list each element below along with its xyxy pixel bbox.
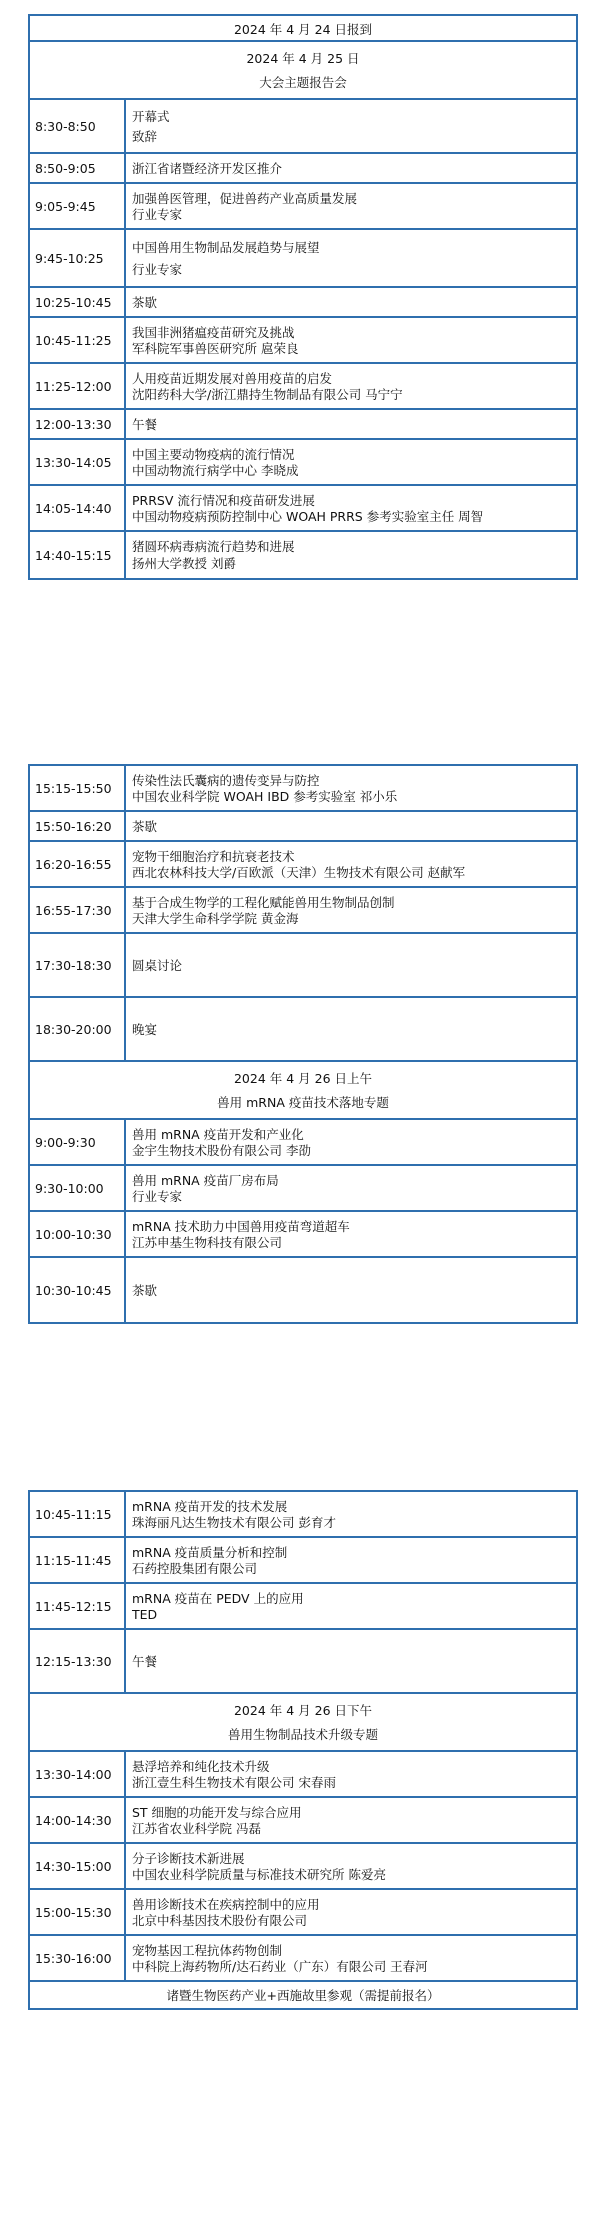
session-content xyxy=(126,1752,576,1796)
schedule-row xyxy=(30,1120,576,1166)
time-slot: 12:00-13:30 xyxy=(30,410,126,438)
session-content xyxy=(126,288,576,316)
session-speaker: 中国农业科学院质量与标准技术研究所 陈爱亮 xyxy=(132,1866,386,1882)
schedule-row xyxy=(30,934,576,998)
time-slot: 15:30-16:00 xyxy=(30,1936,126,1980)
schedule-table-3 xyxy=(28,1490,578,2010)
time-slot: 10:30-10:45 xyxy=(30,1258,126,1322)
session-content xyxy=(126,888,576,932)
session-title: 人用疫苗近期发展对兽用疫苗的启发 xyxy=(132,370,333,386)
session-title: mRNA 疫苗开发的技术发展 xyxy=(132,1498,288,1514)
session-title: 茶歇 xyxy=(132,818,158,834)
session-speaker: 天津大学生命科学学院 黄金海 xyxy=(132,910,299,926)
time-slot: 18:30-20:00 xyxy=(30,998,126,1060)
session-content xyxy=(126,532,576,578)
session-content xyxy=(126,184,576,228)
schedule-row xyxy=(30,154,576,184)
session-content xyxy=(126,1584,576,1628)
time-slot: 9:05-9:45 xyxy=(30,184,126,228)
section-header xyxy=(30,1694,576,1752)
section-header-line: 2024 年 4 月 26 日上午 xyxy=(233,1071,373,1086)
session-title: 茶歇 xyxy=(132,294,158,310)
time-slot: 17:30-18:30 xyxy=(30,934,126,996)
time-slot: 12:15-13:30 xyxy=(30,1630,126,1692)
section-header xyxy=(30,16,576,42)
session-title: 兽用 mRNA 疫苗开发和产业化 xyxy=(132,1126,304,1142)
schedule-row xyxy=(30,364,576,410)
time-slot: 13:30-14:00 xyxy=(30,1752,126,1796)
session-title: 兽用 mRNA 疫苗厂房布局 xyxy=(132,1172,279,1188)
time-slot: 8:50-9:05 xyxy=(30,154,126,182)
time-slot: 10:45-11:25 xyxy=(30,318,126,362)
time-slot: 14:05-14:40 xyxy=(30,486,126,530)
session-title: 我国非洲猪瘟疫苗研究及挑战 xyxy=(132,324,295,340)
session-title: 分子诊断技术新进展 xyxy=(132,1850,245,1866)
session-speaker: 致辞 xyxy=(132,128,158,144)
time-slot: 16:55-17:30 xyxy=(30,888,126,932)
session-content xyxy=(126,1492,576,1536)
session-speaker: 扬州大学教授 刘爵 xyxy=(132,556,236,571)
session-title: 浙江省诸暨经济开发区推介 xyxy=(132,160,283,176)
schedule-row xyxy=(30,1798,576,1844)
section-header-line: 2024 年 4 月 26 日下午 xyxy=(233,1703,373,1718)
section-header-line: 大会主题报告会 xyxy=(259,75,347,90)
session-title: mRNA 疫苗质量分析和控制 xyxy=(132,1544,288,1560)
time-slot: 10:45-11:15 xyxy=(30,1492,126,1536)
session-content xyxy=(126,1166,576,1210)
session-speaker: 中国农业科学院 WOAH IBD 参考实验室 祁小乐 xyxy=(132,788,398,804)
session-title: mRNA 疫苗在 PEDV 上的应用 xyxy=(132,1590,304,1606)
schedule-row xyxy=(30,1166,576,1212)
schedule-row xyxy=(30,184,576,230)
schedule-row xyxy=(30,318,576,364)
session-title: 茶歇 xyxy=(132,1282,158,1298)
schedule-table-1 xyxy=(28,14,578,580)
schedule-row xyxy=(30,288,576,318)
section-header xyxy=(30,42,576,100)
session-title: 加强兽医管理，促进兽药产业高质量发展 xyxy=(132,190,358,206)
schedule-row xyxy=(30,1936,576,1982)
session-content xyxy=(126,934,576,996)
session-speaker: 中国动物疫病预防控制中心 WOAH PRRS 参考实验室主任 周智 xyxy=(132,508,484,524)
session-content xyxy=(126,812,576,840)
session-speaker: 石药控股集团有限公司 xyxy=(132,1560,258,1576)
session-content xyxy=(126,1844,576,1888)
time-slot: 11:45-12:15 xyxy=(30,1584,126,1628)
schedule-row xyxy=(30,1752,576,1798)
session-title: 午餐 xyxy=(132,416,158,432)
time-slot: 9:45-10:25 xyxy=(30,230,126,286)
session-title: 中国主要动物疫病的流行情况 xyxy=(132,446,295,462)
session-content xyxy=(126,486,576,530)
schedule-table-2 xyxy=(28,764,578,1324)
session-content xyxy=(126,230,576,286)
schedule-row xyxy=(30,230,576,288)
session-content xyxy=(126,410,576,438)
session-speaker: 珠海丽凡达生物技术有限公司 彭育才 xyxy=(132,1514,336,1530)
schedule-row xyxy=(30,1844,576,1890)
session-title: ST 细胞的功能开发与综合应用 xyxy=(132,1804,302,1820)
section-header-line: 兽用 mRNA 疫苗技术落地专题 xyxy=(217,1095,389,1110)
session-content xyxy=(126,1630,576,1692)
time-slot: 14:00-14:30 xyxy=(30,1798,126,1842)
time-slot: 14:40-15:15 xyxy=(30,532,126,578)
time-slot: 10:25-10:45 xyxy=(30,288,126,316)
session-content xyxy=(126,1258,576,1322)
time-slot: 8:30-8:50 xyxy=(30,100,126,152)
time-slot: 14:30-15:00 xyxy=(30,1844,126,1888)
session-speaker: 沈阳药科大学/浙江鼎持生物制品有限公司 马宁宁 xyxy=(132,386,403,402)
session-content xyxy=(126,842,576,886)
schedule-row xyxy=(30,842,576,888)
section-header-line: 兽用生物制品技术升级专题 xyxy=(227,1727,378,1742)
session-speaker: 北京中科基因技术股份有限公司 xyxy=(132,1912,308,1928)
session-content xyxy=(126,766,576,810)
time-slot: 15:50-16:20 xyxy=(30,812,126,840)
session-content xyxy=(126,364,576,408)
schedule-row xyxy=(30,440,576,486)
section-header-line: 2024 年 4 月 25 日 xyxy=(246,51,360,66)
session-title: mRNA 技术助力中国兽用疫苗弯道超车 xyxy=(132,1218,350,1234)
time-slot: 13:30-14:05 xyxy=(30,440,126,484)
session-title: 兽用诊断技术在疾病控制中的应用 xyxy=(132,1896,320,1912)
time-slot: 16:20-16:55 xyxy=(30,842,126,886)
schedule-row xyxy=(30,100,576,154)
time-slot: 11:25-12:00 xyxy=(30,364,126,408)
schedule-row xyxy=(30,1538,576,1584)
schedule-row xyxy=(30,998,576,1062)
session-content xyxy=(126,1212,576,1256)
session-speaker: 金宇生物技术股份有限公司 李劭 xyxy=(132,1142,311,1158)
session-title: 开幕式 xyxy=(132,108,170,124)
time-slot: 15:00-15:30 xyxy=(30,1890,126,1934)
schedule-row xyxy=(30,1584,576,1630)
session-speaker: 军科院军事兽医研究所 扈荣良 xyxy=(132,340,299,356)
schedule-row xyxy=(30,410,576,440)
session-content xyxy=(126,100,576,152)
time-slot: 9:00-9:30 xyxy=(30,1120,126,1164)
session-content xyxy=(126,154,576,182)
schedule-row xyxy=(30,766,576,812)
session-speaker: 行业专家 xyxy=(132,1188,183,1204)
session-speaker: 行业专家 xyxy=(132,261,183,277)
session-speaker: 江苏申基生物科技有限公司 xyxy=(132,1234,283,1250)
schedule-row xyxy=(30,486,576,532)
session-title: 悬浮培养和纯化技术升级 xyxy=(132,1758,270,1774)
schedule-row xyxy=(30,1258,576,1322)
session-content xyxy=(126,1798,576,1842)
session-title: 中国兽用生物制品发展趋势与展望 xyxy=(132,239,320,255)
session-content xyxy=(126,1120,576,1164)
session-speaker: 中国动物流行病学中心 李晓成 xyxy=(132,462,299,478)
schedule-row xyxy=(30,888,576,934)
time-slot: 11:15-11:45 xyxy=(30,1538,126,1582)
time-slot: 10:00-10:30 xyxy=(30,1212,126,1256)
session-title: 宠物基因工程抗体药物创制 xyxy=(132,1942,283,1958)
schedule-row xyxy=(30,812,576,842)
session-title: 传染性法氏囊病的遗传变异与防控 xyxy=(132,772,320,788)
session-title: 猪圆环病毒病流行趋势和进展 xyxy=(132,539,295,554)
session-speaker: 中科院上海药物所/达石药业（广东）有限公司 王春河 xyxy=(132,1958,428,1974)
session-title: 宠物干细胞治疗和抗衰老技术 xyxy=(132,848,295,864)
time-slot: 15:15-15:50 xyxy=(30,766,126,810)
schedule-row xyxy=(30,1630,576,1694)
schedule-row xyxy=(30,532,576,578)
session-content xyxy=(126,440,576,484)
session-content xyxy=(126,1538,576,1582)
session-content xyxy=(126,318,576,362)
section-header xyxy=(30,1062,576,1120)
schedule-row xyxy=(30,1212,576,1258)
session-content xyxy=(126,998,576,1060)
session-content xyxy=(126,1936,576,1980)
section-header-line: 诸暨生物医药产业+西施故里参观（需提前报名） xyxy=(166,1988,440,2003)
schedule-row xyxy=(30,1890,576,1936)
session-speaker: 行业专家 xyxy=(132,206,183,222)
session-title: 午餐 xyxy=(132,1653,158,1669)
session-title: 晚宴 xyxy=(132,1021,158,1037)
session-speaker: 江苏省农业科学院 冯磊 xyxy=(132,1820,261,1836)
time-slot: 9:30-10:00 xyxy=(30,1166,126,1210)
session-title: PRRSV 流行情况和疫苗研发进展 xyxy=(132,492,315,508)
session-content xyxy=(126,1890,576,1934)
session-speaker: 西北农林科技大学/百欧派（天津）生物技术有限公司 赵献军 xyxy=(132,864,466,880)
schedule-row xyxy=(30,1492,576,1538)
session-title: 基于合成生物学的工程化赋能兽用生物制品创制 xyxy=(132,894,395,910)
section-header-line: 2024 年 4 月 24 日报到 xyxy=(233,22,373,37)
session-title: 圆桌讨论 xyxy=(132,957,183,973)
session-speaker: TED xyxy=(132,1606,158,1622)
section-header xyxy=(30,1982,576,2008)
session-speaker: 浙江壹生科生物技术有限公司 宋春雨 xyxy=(132,1774,336,1790)
